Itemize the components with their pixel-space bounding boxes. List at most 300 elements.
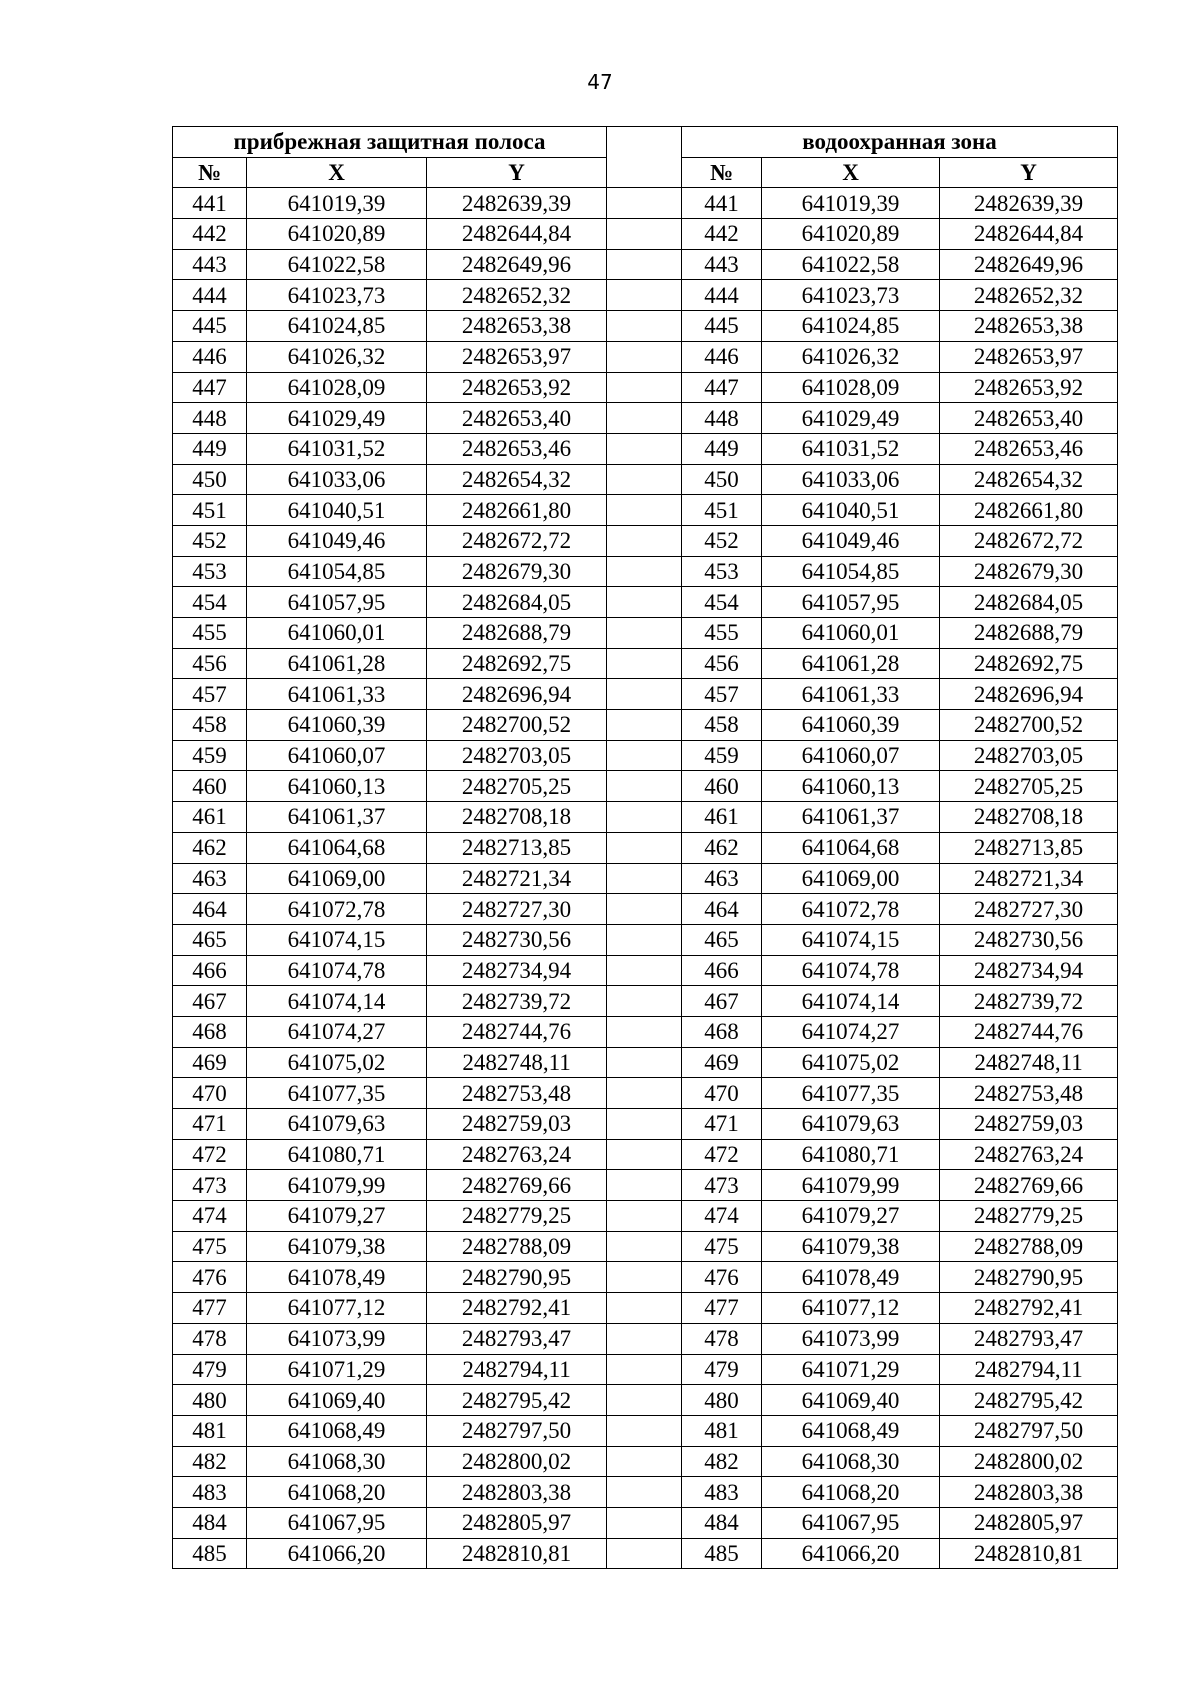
left-number-cell: 483 (173, 1477, 247, 1508)
right-x-cell: 641075,02 (762, 1047, 940, 1078)
right-number-cell: 450 (682, 464, 762, 495)
left-x-cell: 641080,71 (247, 1139, 427, 1170)
right-number-cell: 442 (682, 219, 762, 250)
left-x-cell: 641040,51 (247, 495, 427, 526)
right-number-cell: 478 (682, 1323, 762, 1354)
left-y-cell: 2482744,76 (427, 1016, 607, 1047)
left-x-cell: 641060,07 (247, 740, 427, 771)
left-number-cell: 485 (173, 1538, 247, 1569)
table-row (173, 1139, 1118, 1170)
right-x-cell: 641069,00 (762, 863, 940, 894)
left-x-cell: 641069,40 (247, 1385, 427, 1416)
left-y-cell: 2482653,46 (427, 433, 607, 464)
table-row (173, 832, 1118, 863)
separator-cell (607, 679, 682, 710)
left-y-cell: 2482661,80 (427, 495, 607, 526)
right-x-cell: 641060,07 (762, 740, 940, 771)
table-row (173, 1047, 1118, 1078)
left-number-cell: 458 (173, 710, 247, 741)
left-x-cell: 641066,20 (247, 1538, 427, 1569)
left-y-cell: 2482730,56 (427, 924, 607, 955)
right-number-cell: 472 (682, 1139, 762, 1170)
separator-cell (607, 127, 682, 188)
left-y-cell: 2482692,75 (427, 648, 607, 679)
table-row (173, 249, 1118, 280)
right-y-cell: 2482644,84 (940, 219, 1118, 250)
table-row (173, 1477, 1118, 1508)
table-row (173, 1323, 1118, 1354)
right-x-cell: 641078,49 (762, 1262, 940, 1293)
left-number-cell: 443 (173, 249, 247, 280)
left-x-cell: 641077,12 (247, 1293, 427, 1324)
left-y-cell: 2482795,42 (427, 1385, 607, 1416)
separator-cell (607, 464, 682, 495)
left-x-cell: 641060,13 (247, 771, 427, 802)
right-y-cell: 2482744,76 (940, 1016, 1118, 1047)
right-x-cell: 641029,49 (762, 403, 940, 434)
right-x-cell: 641057,95 (762, 587, 940, 618)
right-number-cell: 461 (682, 802, 762, 833)
table-row (173, 1262, 1118, 1293)
left-y-cell: 2482759,03 (427, 1109, 607, 1140)
separator-cell (607, 863, 682, 894)
left-number-cell: 446 (173, 341, 247, 372)
left-x-cell: 641064,68 (247, 832, 427, 863)
left-x-cell: 641057,95 (247, 587, 427, 618)
left-x-cell: 641023,73 (247, 280, 427, 311)
left-x-cell: 641079,38 (247, 1231, 427, 1262)
left-y-cell: 2482794,11 (427, 1354, 607, 1385)
right-number-cell: 448 (682, 403, 762, 434)
left-x-cell: 641068,49 (247, 1415, 427, 1446)
right-x-cell: 641074,78 (762, 955, 940, 986)
left-number-cell: 477 (173, 1293, 247, 1324)
table-row (173, 464, 1118, 495)
right-number-cell: 482 (682, 1446, 762, 1477)
separator-cell (607, 955, 682, 986)
right-x-cell: 641079,99 (762, 1170, 940, 1201)
right-y-cell: 2482793,47 (940, 1323, 1118, 1354)
right-x-cell: 641060,13 (762, 771, 940, 802)
right-y-cell: 2482705,25 (940, 771, 1118, 802)
right-y-cell: 2482679,30 (940, 556, 1118, 587)
left-x-cell: 641079,27 (247, 1201, 427, 1232)
table-row (173, 1078, 1118, 1109)
right-y-cell: 2482649,96 (940, 249, 1118, 280)
left-y-cell: 2482810,81 (427, 1538, 607, 1569)
separator-cell (607, 710, 682, 741)
left-x-cell: 641031,52 (247, 433, 427, 464)
left-x-cell: 641068,20 (247, 1477, 427, 1508)
table-row (173, 955, 1118, 986)
table-row (173, 1538, 1118, 1569)
table-row (173, 1415, 1118, 1446)
left-x-cell: 641061,33 (247, 679, 427, 710)
right-x-cell: 641028,09 (762, 372, 940, 403)
right-number-cell: 484 (682, 1507, 762, 1538)
separator-cell (607, 1385, 682, 1416)
right-number-cell: 485 (682, 1538, 762, 1569)
left-number-cell: 484 (173, 1507, 247, 1538)
right-header-number: № (682, 157, 762, 188)
left-y-cell: 2482790,95 (427, 1262, 607, 1293)
left-x-cell: 641029,49 (247, 403, 427, 434)
right-number-cell: 447 (682, 372, 762, 403)
left-y-cell: 2482793,47 (427, 1323, 607, 1354)
right-x-cell: 641067,95 (762, 1507, 940, 1538)
right-x-cell: 641060,39 (762, 710, 940, 741)
left-number-cell: 444 (173, 280, 247, 311)
left-y-cell: 2482653,97 (427, 341, 607, 372)
left-number-cell: 479 (173, 1354, 247, 1385)
left-x-cell: 641077,35 (247, 1078, 427, 1109)
right-number-cell: 480 (682, 1385, 762, 1416)
table-row (173, 618, 1118, 649)
right-y-cell: 2482654,32 (940, 464, 1118, 495)
right-y-cell: 2482727,30 (940, 894, 1118, 925)
right-y-cell: 2482688,79 (940, 618, 1118, 649)
table-row (173, 1109, 1118, 1140)
table-row (173, 740, 1118, 771)
right-x-cell: 641077,12 (762, 1293, 940, 1324)
separator-cell (607, 894, 682, 925)
table-row (173, 924, 1118, 955)
left-y-cell: 2482688,79 (427, 618, 607, 649)
right-number-cell: 453 (682, 556, 762, 587)
separator-cell (607, 740, 682, 771)
right-number-cell: 441 (682, 188, 762, 219)
separator-cell (607, 433, 682, 464)
right-y-cell: 2482788,09 (940, 1231, 1118, 1262)
left-y-cell: 2482763,24 (427, 1139, 607, 1170)
left-x-cell: 641069,00 (247, 863, 427, 894)
right-x-cell: 641024,85 (762, 311, 940, 342)
left-y-cell: 2482734,94 (427, 955, 607, 986)
right-number-cell: 457 (682, 679, 762, 710)
left-number-cell: 448 (173, 403, 247, 434)
left-x-cell: 641028,09 (247, 372, 427, 403)
table-row (173, 219, 1118, 250)
left-header-number: № (173, 157, 247, 188)
left-y-cell: 2482797,50 (427, 1415, 607, 1446)
left-y-cell: 2482739,72 (427, 986, 607, 1017)
separator-cell (607, 1047, 682, 1078)
table-row (173, 587, 1118, 618)
left-number-cell: 454 (173, 587, 247, 618)
table-body (173, 188, 1118, 1569)
table-row (173, 894, 1118, 925)
left-x-cell: 641020,89 (247, 219, 427, 250)
table-row (173, 403, 1118, 434)
right-number-cell: 483 (682, 1477, 762, 1508)
right-number-cell: 476 (682, 1262, 762, 1293)
left-number-cell: 459 (173, 740, 247, 771)
left-x-cell: 641024,85 (247, 311, 427, 342)
separator-cell (607, 341, 682, 372)
left-number-cell: 456 (173, 648, 247, 679)
table-row (173, 1446, 1118, 1477)
left-number-cell: 470 (173, 1078, 247, 1109)
left-x-cell: 641079,99 (247, 1170, 427, 1201)
separator-cell (607, 1323, 682, 1354)
left-y-cell: 2482779,25 (427, 1201, 607, 1232)
separator-cell (607, 249, 682, 280)
left-x-cell: 641074,15 (247, 924, 427, 955)
right-x-cell: 641073,99 (762, 1323, 940, 1354)
left-number-cell: 472 (173, 1139, 247, 1170)
table-row (173, 372, 1118, 403)
left-number-cell: 471 (173, 1109, 247, 1140)
separator-cell (607, 1170, 682, 1201)
separator-cell (607, 986, 682, 1017)
left-y-cell: 2482792,41 (427, 1293, 607, 1324)
left-number-cell: 482 (173, 1446, 247, 1477)
left-y-cell: 2482705,25 (427, 771, 607, 802)
table-row (173, 433, 1118, 464)
right-number-cell: 460 (682, 771, 762, 802)
right-x-cell: 641023,73 (762, 280, 940, 311)
left-number-cell: 475 (173, 1231, 247, 1262)
left-y-cell: 2482654,32 (427, 464, 607, 495)
left-number-cell: 474 (173, 1201, 247, 1232)
right-header-y: Y (940, 157, 1118, 188)
left-y-cell: 2482703,05 (427, 740, 607, 771)
right-y-cell: 2482684,05 (940, 587, 1118, 618)
right-y-cell: 2482779,25 (940, 1201, 1118, 1232)
left-y-cell: 2482753,48 (427, 1078, 607, 1109)
left-y-cell: 2482653,40 (427, 403, 607, 434)
right-x-cell: 641068,20 (762, 1477, 940, 1508)
right-y-cell: 2482653,40 (940, 403, 1118, 434)
right-number-cell: 474 (682, 1201, 762, 1232)
right-y-cell: 2482672,72 (940, 525, 1118, 556)
right-x-cell: 641072,78 (762, 894, 940, 925)
right-x-cell: 641060,01 (762, 618, 940, 649)
right-number-cell: 452 (682, 525, 762, 556)
right-x-cell: 641020,89 (762, 219, 940, 250)
separator-cell (607, 403, 682, 434)
separator-cell (607, 1016, 682, 1047)
right-y-cell: 2482805,97 (940, 1507, 1118, 1538)
left-x-cell: 641068,30 (247, 1446, 427, 1477)
right-number-cell: 471 (682, 1109, 762, 1140)
left-y-cell: 2482769,66 (427, 1170, 607, 1201)
left-x-cell: 641074,14 (247, 986, 427, 1017)
page-number: 47 (587, 70, 613, 94)
separator-cell (607, 556, 682, 587)
separator-cell (607, 1354, 682, 1385)
separator-cell (607, 771, 682, 802)
left-number-cell: 455 (173, 618, 247, 649)
left-x-cell: 641049,46 (247, 525, 427, 556)
separator-cell (607, 1415, 682, 1446)
left-y-cell: 2482700,52 (427, 710, 607, 741)
left-number-cell: 442 (173, 219, 247, 250)
table-row (173, 1231, 1118, 1262)
right-y-cell: 2482652,32 (940, 280, 1118, 311)
right-y-cell: 2482739,72 (940, 986, 1118, 1017)
left-x-cell: 641073,99 (247, 1323, 427, 1354)
left-x-cell: 641079,63 (247, 1109, 427, 1140)
right-number-cell: 463 (682, 863, 762, 894)
right-number-cell: 465 (682, 924, 762, 955)
right-number-cell: 444 (682, 280, 762, 311)
left-y-cell: 2482644,84 (427, 219, 607, 250)
right-y-cell: 2482803,38 (940, 1477, 1118, 1508)
table-row (173, 802, 1118, 833)
right-y-cell: 2482734,94 (940, 955, 1118, 986)
right-x-cell: 641054,85 (762, 556, 940, 587)
right-x-cell: 641026,32 (762, 341, 940, 372)
right-number-cell: 462 (682, 832, 762, 863)
right-y-cell: 2482794,11 (940, 1354, 1118, 1385)
left-number-cell: 467 (173, 986, 247, 1017)
left-x-cell: 641061,37 (247, 802, 427, 833)
right-number-cell: 470 (682, 1078, 762, 1109)
table-row (173, 1016, 1118, 1047)
left-y-cell: 2482639,39 (427, 188, 607, 219)
right-y-cell: 2482748,11 (940, 1047, 1118, 1078)
right-x-cell: 641061,33 (762, 679, 940, 710)
right-x-cell: 641068,30 (762, 1446, 940, 1477)
right-x-cell: 641061,28 (762, 648, 940, 679)
table-row (173, 679, 1118, 710)
left-number-cell: 450 (173, 464, 247, 495)
left-y-cell: 2482805,97 (427, 1507, 607, 1538)
left-x-cell: 641067,95 (247, 1507, 427, 1538)
table-row (173, 341, 1118, 372)
table-row (173, 495, 1118, 526)
table-row (173, 1293, 1118, 1324)
left-number-cell: 476 (173, 1262, 247, 1293)
separator-cell (607, 495, 682, 526)
left-number-cell: 468 (173, 1016, 247, 1047)
left-header-x: X (247, 157, 427, 188)
right-number-cell: 477 (682, 1293, 762, 1324)
right-y-cell: 2482700,52 (940, 710, 1118, 741)
separator-cell (607, 618, 682, 649)
right-number-cell: 454 (682, 587, 762, 618)
right-x-cell: 641079,38 (762, 1231, 940, 1262)
right-number-cell: 466 (682, 955, 762, 986)
right-x-cell: 641074,15 (762, 924, 940, 955)
right-number-cell: 467 (682, 986, 762, 1017)
left-x-cell: 641060,01 (247, 618, 427, 649)
table-row (173, 986, 1118, 1017)
left-x-cell: 641022,58 (247, 249, 427, 280)
table-row (173, 1354, 1118, 1385)
coordinates-table (172, 126, 1118, 1569)
left-x-cell: 641078,49 (247, 1262, 427, 1293)
right-y-cell: 2482795,42 (940, 1385, 1118, 1416)
left-y-cell: 2482727,30 (427, 894, 607, 925)
left-x-cell: 641074,78 (247, 955, 427, 986)
right-y-cell: 2482703,05 (940, 740, 1118, 771)
table-row (173, 771, 1118, 802)
table-row (173, 556, 1118, 587)
table-row (173, 710, 1118, 741)
right-y-cell: 2482810,81 (940, 1538, 1118, 1569)
right-x-cell: 641040,51 (762, 495, 940, 526)
left-number-cell: 461 (173, 802, 247, 833)
left-y-cell: 2482721,34 (427, 863, 607, 894)
right-x-cell: 641066,20 (762, 1538, 940, 1569)
right-number-cell: 458 (682, 710, 762, 741)
right-y-cell: 2482753,48 (940, 1078, 1118, 1109)
left-y-cell: 2482788,09 (427, 1231, 607, 1262)
left-y-cell: 2482713,85 (427, 832, 607, 863)
table-row (173, 1201, 1118, 1232)
table-row (173, 525, 1118, 556)
table-row (173, 648, 1118, 679)
right-number-cell: 446 (682, 341, 762, 372)
right-y-cell: 2482653,97 (940, 341, 1118, 372)
left-x-cell: 641074,27 (247, 1016, 427, 1047)
separator-cell (607, 1262, 682, 1293)
left-number-cell: 473 (173, 1170, 247, 1201)
right-y-cell: 2482653,92 (940, 372, 1118, 403)
right-y-cell: 2482730,56 (940, 924, 1118, 955)
right-x-cell: 641064,68 (762, 832, 940, 863)
left-x-cell: 641071,29 (247, 1354, 427, 1385)
table-row (173, 1507, 1118, 1538)
left-y-cell: 2482653,38 (427, 311, 607, 342)
right-number-cell: 443 (682, 249, 762, 280)
left-number-cell: 453 (173, 556, 247, 587)
left-y-cell: 2482684,05 (427, 587, 607, 618)
right-y-cell: 2482661,80 (940, 495, 1118, 526)
right-x-cell: 641074,14 (762, 986, 940, 1017)
separator-cell (607, 648, 682, 679)
left-number-cell: 462 (173, 832, 247, 863)
left-number-cell: 460 (173, 771, 247, 802)
left-y-cell: 2482748,11 (427, 1047, 607, 1078)
left-y-cell: 2482803,38 (427, 1477, 607, 1508)
right-y-cell: 2482790,95 (940, 1262, 1118, 1293)
right-x-cell: 641074,27 (762, 1016, 940, 1047)
left-number-cell: 466 (173, 955, 247, 986)
left-y-cell: 2482649,96 (427, 249, 607, 280)
right-y-cell: 2482721,34 (940, 863, 1118, 894)
right-y-cell: 2482713,85 (940, 832, 1118, 863)
separator-cell (607, 1293, 682, 1324)
right-y-cell: 2482763,24 (940, 1139, 1118, 1170)
separator-cell (607, 280, 682, 311)
right-number-cell: 445 (682, 311, 762, 342)
left-y-cell: 2482652,32 (427, 280, 607, 311)
left-number-cell: 445 (173, 311, 247, 342)
right-x-cell: 641069,40 (762, 1385, 940, 1416)
right-x-cell: 641079,63 (762, 1109, 940, 1140)
table-row (173, 280, 1118, 311)
left-header-y: Y (427, 157, 607, 188)
left-x-cell: 641072,78 (247, 894, 427, 925)
right-number-cell: 451 (682, 495, 762, 526)
left-number-cell: 451 (173, 495, 247, 526)
left-section-title: прибрежная защитная полоса (173, 127, 607, 158)
separator-cell (607, 1477, 682, 1508)
right-y-cell: 2482696,94 (940, 679, 1118, 710)
right-y-cell: 2482653,46 (940, 433, 1118, 464)
separator-cell (607, 1109, 682, 1140)
left-x-cell: 641026,32 (247, 341, 427, 372)
left-number-cell: 457 (173, 679, 247, 710)
table-row (173, 1385, 1118, 1416)
right-y-cell: 2482797,50 (940, 1415, 1118, 1446)
left-number-cell: 478 (173, 1323, 247, 1354)
separator-cell (607, 525, 682, 556)
right-header-x: X (762, 157, 940, 188)
